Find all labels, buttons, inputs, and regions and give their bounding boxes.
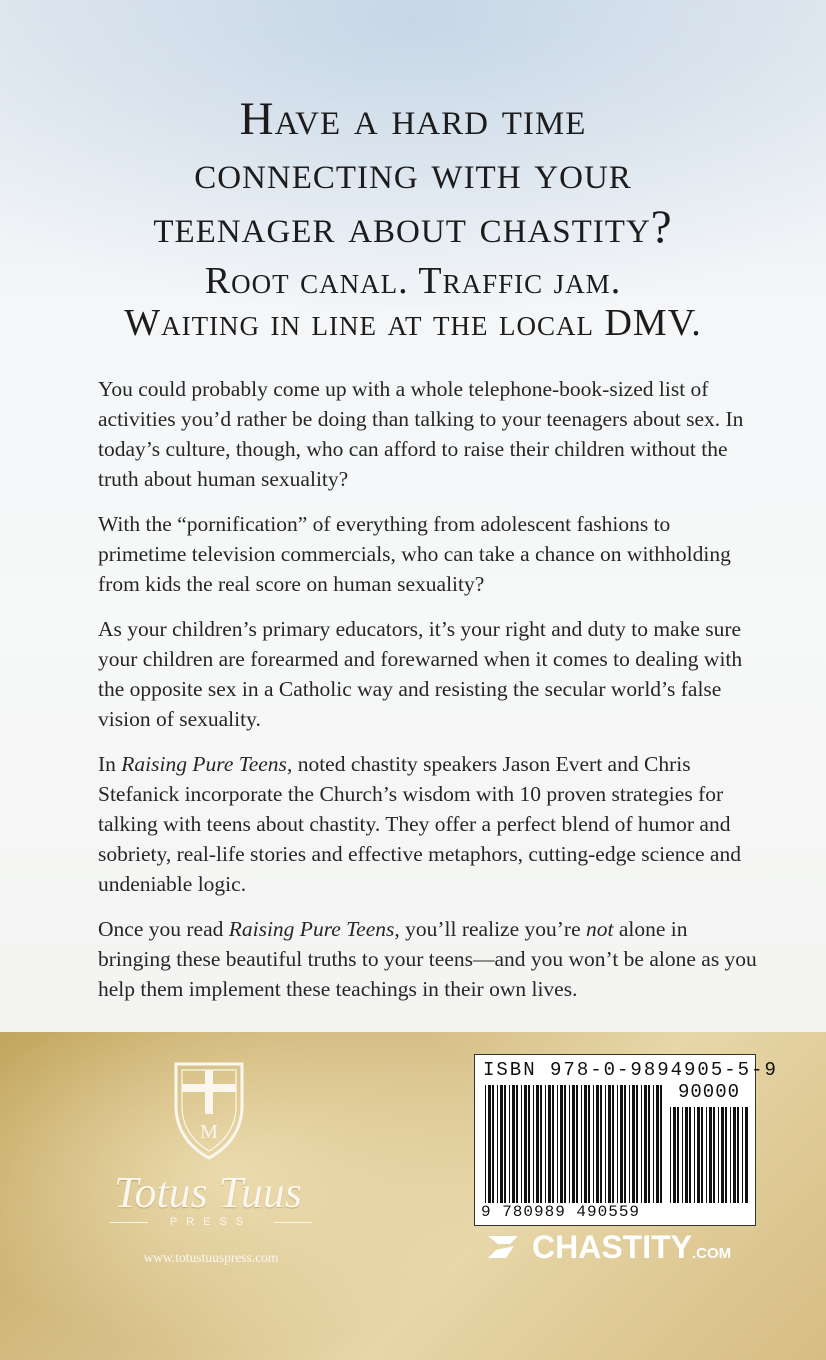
barcode-bar [552,1085,554,1203]
barcode-bar [509,1085,510,1203]
barcode-bar [641,1085,642,1203]
barcode-bar [512,1085,515,1203]
barcode-bar [644,1085,647,1203]
text-run: In [98,752,122,776]
barcode-bar [548,1085,551,1203]
barcode-bar [718,1107,719,1203]
partner-logo [532,1229,731,1266]
publisher-name: Totus Tuus [114,1168,302,1217]
barcode-bar [497,1085,498,1203]
barcode-bar [581,1085,582,1203]
barcode-bars [485,1085,663,1203]
barcode-bar [685,1107,688,1203]
barcode-bar [608,1085,611,1203]
barcode-bar [584,1085,587,1203]
barcode-addon-number: 90000 [677,1081,740,1103]
barcode-bar [632,1085,635,1203]
barcode-bar [682,1107,683,1203]
barcode-bar [569,1085,570,1203]
barcode-bar [670,1107,671,1203]
barcode-bar [629,1085,630,1203]
barcode-bar [576,1085,578,1203]
barcode-bar [500,1085,503,1203]
barcode-bar [636,1085,638,1203]
barcode-bar [713,1107,715,1203]
barcode-bar [524,1085,527,1203]
barcode-bar [492,1085,494,1203]
barcode-bar [617,1085,618,1203]
barcode-bar [694,1107,695,1203]
barcode-bar [745,1107,748,1203]
barcode-bar [605,1085,606,1203]
barcode-bar [528,1085,530,1203]
barcode-bar [557,1085,558,1203]
barcode-bar [737,1107,739,1203]
barcode-bar [620,1085,623,1203]
barcode [474,1054,778,1226]
barcode-bar [593,1085,594,1203]
headline-line: teenager about chastity? [153,201,673,253]
subhead-line: Root canal. Traffic jam. [204,260,622,302]
barcode-bar [648,1085,650,1203]
headline-line: Have a hard time [239,93,587,145]
barcode-bar [709,1107,712,1203]
ean-number: 9 780989 490559 [481,1203,641,1221]
cover-lower-panel [0,1032,826,1360]
publisher-url: www.totustuuspress.com [143,1250,279,1265]
text-run: , noted chastity speakers Jason Evert and Chris Stefanick incorporate the Church’s wisdom with 10 proven strategies for talking with teens about chastity. They offer a perfect blend of humor and sobriety, real-life stories and effective metaphors, cutting-edge science and undeniable logic. [98,752,741,896]
emphasis: not [586,917,614,941]
barcode-bar [677,1107,679,1203]
book-title: Raising Pure Teens [121,752,287,776]
barcode-bar [612,1085,614,1203]
barcode-bar [588,1085,590,1203]
text-run: , you’ll realize you’re [394,917,586,941]
blurb [98,374,758,1019]
barcode-bar [485,1085,486,1203]
isbn-label: ISBN 978-0-9894905-5-9 [483,1059,778,1081]
barcode-bar [660,1085,662,1203]
text-run: alone in bringing these beautiful truths to your teens—and you won’t be alone as you help them implement these teachings in their own lives. [98,917,757,1001]
barcode-bar [488,1085,491,1203]
barcode-bar [564,1085,566,1203]
subhead [0,260,826,344]
barcode-bar [536,1085,539,1203]
blurb-paragraph-4 [98,749,758,899]
blurb-paragraph-2: With the “pornification” of everything from adolescent fashions to primetime television commercials, who can take a chance on withholding from kids the real score on human sexuality? [98,512,731,596]
text-run: Once you read [98,917,229,941]
barcode-bar [572,1085,575,1203]
barcode-bar [697,1107,700,1203]
barcode-addon-bars [670,1107,748,1203]
headline-line: connecting with your [194,147,632,199]
barcode-bar [516,1085,518,1203]
barcode-bar [706,1107,707,1203]
barcode-bar [721,1107,724,1203]
barcode-bar [689,1107,691,1203]
blurb-paragraph-3: As your children’s primary educators, it’s your right and duty to make sure your children are forearmed and forewarned when it comes to dealing with the opposite sex in a Catholic way and resisting the secular world’s false vision of sexuality. [98,617,743,731]
partner-suffix: .COM [692,1245,732,1262]
barcode-bar [701,1107,703,1203]
subhead-line: Waiting in line at the local DMV. [124,302,702,344]
partner-name: CHASTITY [532,1229,692,1265]
shield-cross-icon [170,1058,248,1162]
publisher-imprint: PRESS [169,1216,253,1228]
barcode-bar [521,1085,522,1203]
barcode-bar [504,1085,506,1203]
barcode-bar [653,1085,654,1203]
barcode-bar [730,1107,731,1203]
barcode-bar [545,1085,546,1203]
shield-letter: M [200,1121,218,1143]
barcode-bar [733,1107,736,1203]
blurb-paragraph-5 [98,914,758,1004]
barcode-bar [596,1085,599,1203]
barcode-bar [540,1085,542,1203]
chastity-logo-icon [484,1232,524,1262]
barcode-bar [656,1085,659,1203]
barcode-bar [624,1085,626,1203]
barcode-bar [560,1085,563,1203]
blurb-paragraph-1: You could probably come up with a whole telephone-book-sized list of activities you’d rather be doing than talking to your teenagers about sex. In today’s culture, though, who can afford to raise their children without the truth about human sexuality? [98,377,744,491]
barcode-bar [673,1107,676,1203]
book-title: Raising Pure Teens [228,917,395,941]
barcode-bar [533,1085,534,1203]
barcode-bar [725,1107,727,1203]
headline [0,92,826,254]
barcode-bar [742,1107,743,1203]
barcode-bar [600,1085,602,1203]
